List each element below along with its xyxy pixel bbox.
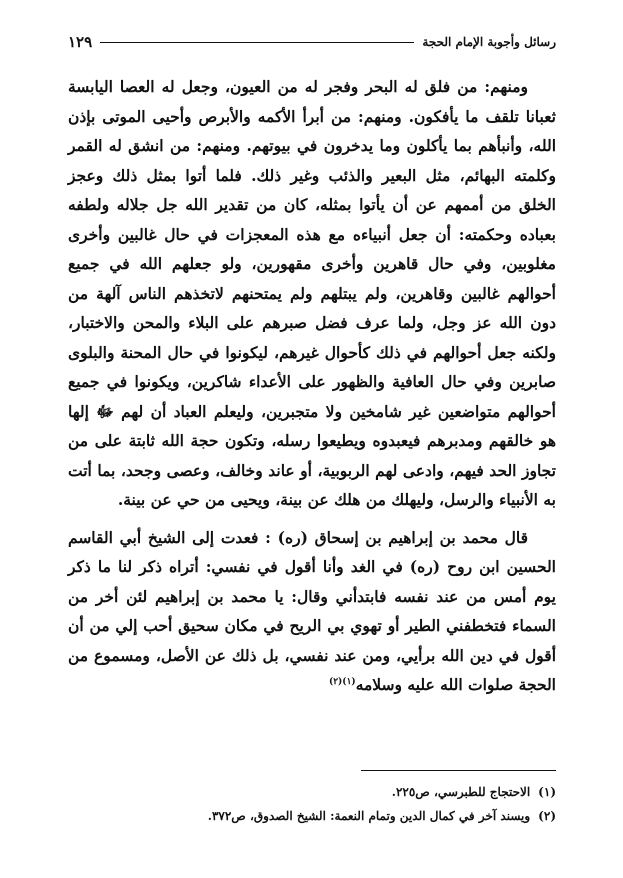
- footnote: [68, 780, 556, 804]
- page-header: [68, 30, 556, 54]
- paragraph-text: قال محمد بن إبراهيم بن إسحاق (ره) : فعدت إلى الشيخ أبي القاسم الحسين ابن روح (ره) في الغد وأنا أقول في نفسي: أتراه ذكر لنا ما ذكر يوم أمس من عند نفسه فابتدأني وقال: يا محمد بن إبراهيم لئن أخر من السماء فتخطفني الطير أو تهوي بي الريح في مكان سحيق أحب إلي من أن أقول في دين الله برأيي، ومن عند نفسي، بل ذلك عن الأصل، ومسموع من الحجة صلوات الله عليه وسلامه: [68, 527, 556, 694]
- running-title: رسائل وأجوبة الإمام الحجة: [422, 35, 556, 49]
- footnote: [68, 804, 556, 828]
- footnote-reference: (١)(٢): [328, 676, 356, 687]
- page-number: ١٢٩: [68, 33, 93, 51]
- footnote-text: ويسند آخر في كمال الدين وتمام النعمة: الشيخ الصدوق، ص٣٧٢.: [207, 809, 531, 823]
- header-rule: [100, 42, 414, 43]
- paragraph: [68, 523, 556, 700]
- footnote-divider: [361, 770, 556, 771]
- footnotes: [68, 780, 556, 828]
- footnote-text: الاحتجاج للطبرسي، ص٢٢٥.: [391, 785, 531, 799]
- paragraph: [68, 72, 556, 515]
- paragraph-text: ومنهم: من فلق له البحر وفجر له من العيون، وجعل له العصا اليابسة ثعبانا تلقف ما يأفكون. ومنهم: من أبرأ الأكمه والأبرص وأحيى الموتى بإذن الله، وأنبأهم بما يأكلون وما يدخرون في بيوتهم. ومنهم: من انشق له القمر وكلمته البهائم، مثل البعير والذئب وغير ذلك. فلما أتوا بمثل ذلك وعجز الخلق من أممهم عن أن يأتوا بمثله، كان من تقدير الله جل جلاله ولطفه بعباده وحكمته: أن جعل أنبياءه مع هذه المعجزات في حال غالبين وأخرى مغلوبين، وفي حال قاهرين وأخرى مقهورين، ولو جعلهم الله في جميع أحوالهم غالبين وقاهرين، ولم يبتلهم ولم يمتحنهم لاتخذهم الناس آلهة من دون الله عز وجل، ولما عرف فضل صبرهم على البلاء والمحن والاختبار، ولكنه جعل أحوالهم في ذلك كأحوال غيرهم، ليكونوا في حال المحنة والبلوى صابرين وفي حال العافية والظهور على الأعداء شاكرين، ويكونوا في جميع أحوالهم متواضعين غير شامخين ولا متجبرين، وليعلم العباد أن لهم ﷻ إلها هو خالقهم ومدبرهم فيعبدوه ويطيعوا رسله، وتكون حجة الله ثابتة على من تجاوز الحد فيهم، وادعى لهم الربوبية، أو عاند وخالف، وعصى وجحد، بما أتت به الأنبياء والرسل، وليهلك من هلك عن بينة، ويحيى من حي عن بينة.: [68, 77, 556, 509]
- footnote-number: (١): [538, 785, 556, 799]
- footnote-number: (٢): [538, 809, 556, 823]
- main-text: [68, 72, 556, 700]
